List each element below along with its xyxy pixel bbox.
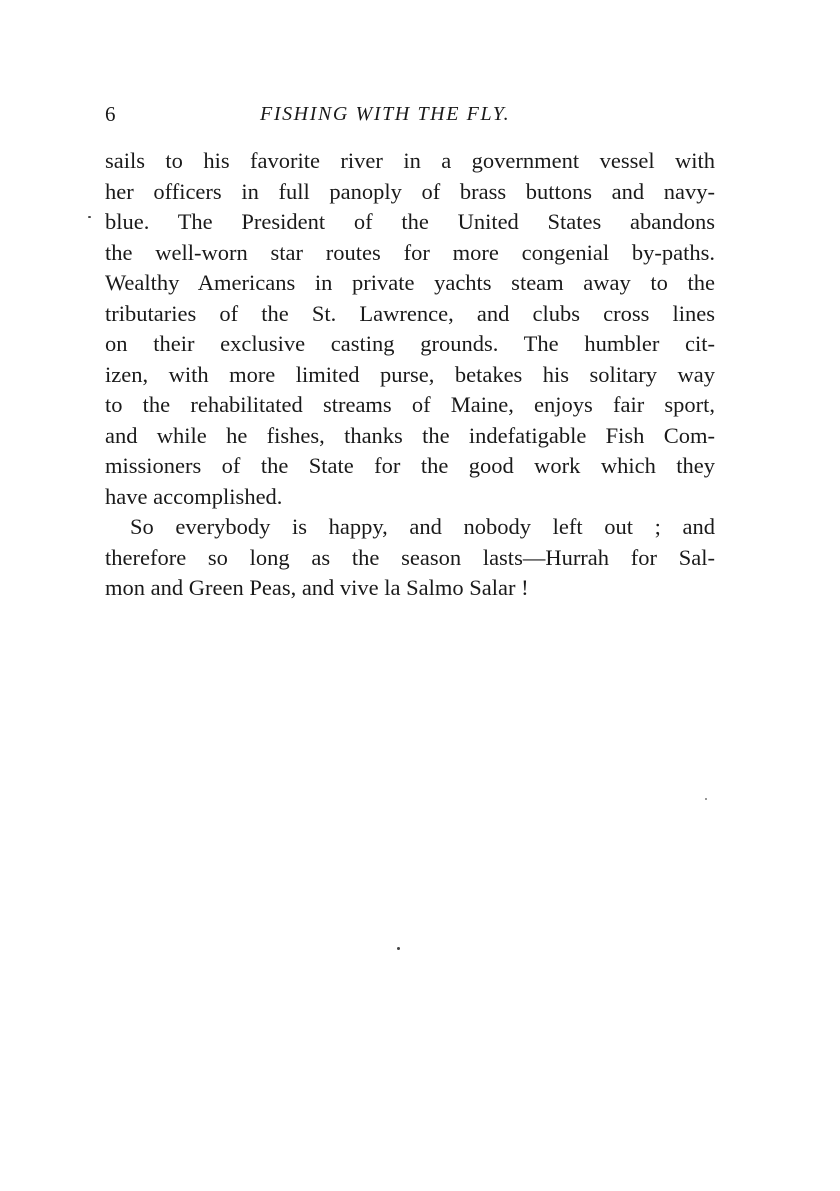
text-line: Wealthy Americans in private yachts steam away to the bbox=[105, 270, 715, 295]
page-header bbox=[105, 100, 715, 132]
text-line: her officers in full panoply of brass buttons and navy- bbox=[105, 178, 715, 204]
text-line: to the rehabilitated streams of Maine, enjoys fair sport, bbox=[105, 392, 715, 417]
text-line: and while he fishes, thanks the indefatigable Fish Com- bbox=[105, 422, 715, 448]
paragraph-end-line: have accomplished. bbox=[105, 483, 283, 509]
page-number: 6 bbox=[105, 102, 116, 126]
running-title: FISHING WITH THE FLY. bbox=[260, 103, 511, 125]
text-line: missioners of the State for the good work which they bbox=[105, 453, 715, 478]
text-line: the well-worn star routes for more congenial by-paths. bbox=[105, 239, 715, 265]
text-line: tributaries of the St. Lawrence, and clubs cross lines bbox=[105, 300, 715, 326]
text-line: blue. The President of the United States abandons bbox=[105, 209, 715, 234]
text-line: izen, with more limited purse, betakes his solitary way bbox=[105, 361, 715, 387]
text-line: therefore so long as the season lasts—Hurrah for Sal- bbox=[105, 544, 715, 570]
paper-speck bbox=[397, 947, 400, 950]
margin-speck bbox=[88, 216, 91, 218]
body-text bbox=[105, 146, 715, 604]
paper-speck bbox=[705, 798, 707, 800]
text-line: sails to his favorite river in a government vessel with bbox=[105, 148, 715, 173]
paragraph-start-line: So everybody is happy, and nobody left out ; and bbox=[130, 514, 715, 539]
text-line: on their exclusive casting grounds. The humbler cit- bbox=[105, 331, 715, 356]
paragraph-end-line: mon and Green Peas, and vive la Salmo Salar ! bbox=[105, 575, 529, 600]
